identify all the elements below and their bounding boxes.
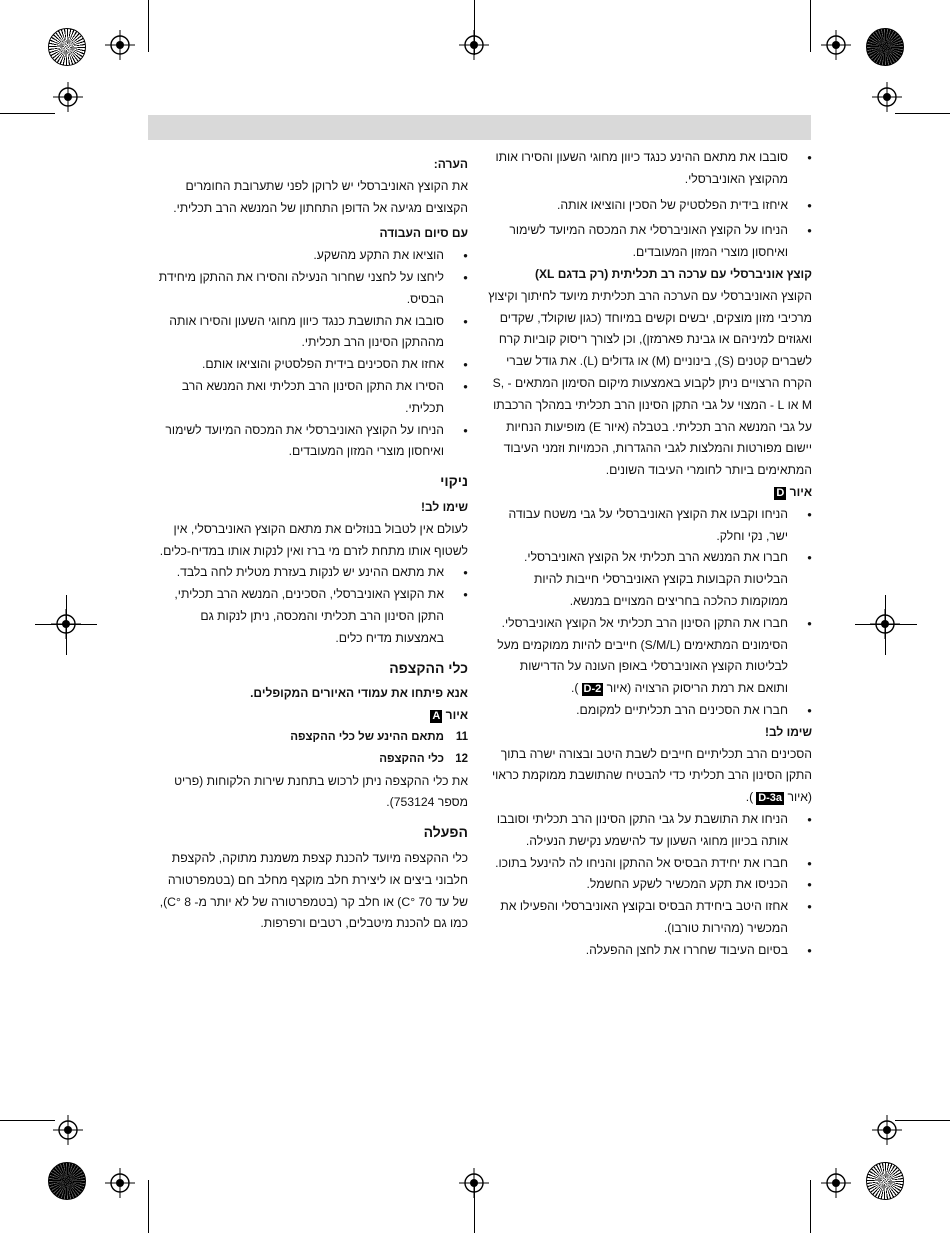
trim-line-left-upper	[0, 113, 55, 114]
registration-mark-icon	[53, 82, 83, 112]
operation-list	[488, 809, 812, 962]
list-item: ● הכניסו את תקע המכשיר לשקע החשמל.	[488, 874, 812, 896]
figure-ref-badge: D-3a	[758, 792, 783, 805]
trim-line-left-lower	[0, 1120, 55, 1121]
operation-title: הפעלה	[423, 824, 468, 841]
figure-label: איור	[789, 484, 812, 499]
assembly-list	[488, 504, 812, 722]
list-item-tail: ).	[571, 681, 579, 696]
operation-body: כלי ההקצפה מיועד להכנת קצפת משמנת מתוקה, להקצפת חלבוני ביצים או ליצירת חלב מוקצף מחלב חם (בטמפרטורה של עד 70 °C) או חלב קר (בטמפרטורה של לא יותר מ- 8 °C), כמו גם להכנת מיטבלים, רטבים ורפרפות.	[159, 850, 468, 931]
whip-figure-heading	[150, 705, 468, 727]
list-item: ● הניחו את התושבת על גבי התקן הסינון הרב תכליתי וסובבו אותה בכיוון מחוגי השעון עד להישמע נקישת הנעילה.	[488, 809, 812, 853]
whip-body: את כלי ההקצפה ניתן לרכוש בתחנת שירות הלקוחות (פריט מספר 753124).	[174, 773, 468, 810]
list-item: ● סובבו את התושבת כנגד כיוון מחוגי השעון והסירו אותה מההתקן הסינון הרב תכליתי.	[150, 311, 468, 355]
after-work-list	[150, 245, 468, 463]
figure-heading	[488, 482, 812, 504]
star-target-icon	[48, 1162, 86, 1200]
part-label: כלי ההקצפה	[379, 752, 444, 765]
trim-line-top-right	[810, 0, 811, 52]
parts-row	[150, 749, 468, 771]
list-item: ● הסירו את התקן הסינון הרב תכליתי ואת המנשא הרב תכליתי.	[150, 376, 468, 420]
registration-mark-icon	[51, 609, 81, 639]
list-item	[488, 613, 812, 700]
list-item-text: חברו את התקן הסינון הרב תכליתי אל הקוצץ האוניברסלי. הסימונים המתאימים (S/M/L) חייבים להיות ממוקמים מעל לבליטות הקוצץ האוניברסלי באופן העונה על הדרישות ותואם את רמת הריסוק הרצויה (איור	[497, 615, 788, 696]
list-item: ● הניחו וקבעו את הקוצץ האוניברסלי על גבי משטח עבודה ישר, נקי וחלק.	[488, 504, 812, 548]
disassembly-list	[488, 147, 812, 264]
star-target-icon	[866, 1162, 904, 1200]
left-column	[150, 154, 468, 935]
note-body: את הקוצץ האוניברסלי יש לרוקן לפני שתערובת החומרים הקצוצים מגיעה אל הדופן התחתון של המנשא הרב תכליתי.	[173, 178, 468, 215]
list-item: ● ליחצו על לחצני שחרור הנעילה והסירו את ההתקן מיחידת הבסיס.	[150, 267, 468, 311]
list-item: ● אחזו היטב ביחידת הבסיס ובקוצץ האוניברסלי והפעילו את המכשיר (מהירות טורבו).	[488, 896, 812, 940]
cleaning-title: ניקוי	[440, 473, 468, 490]
after-work-title: עם סיום העבודה	[379, 226, 468, 241]
star-target-icon	[48, 28, 86, 66]
trim-line-bottom-right	[810, 1180, 811, 1233]
registration-mark-icon	[872, 1115, 902, 1145]
whip-intro: אנא פיתחו את עמודי האיורים המקופלים.	[250, 686, 468, 701]
header-band	[148, 115, 811, 140]
registration-mark-icon	[870, 609, 900, 639]
registration-mark-icon	[821, 30, 851, 60]
attention-tail: ).	[745, 790, 754, 805]
attention-text: הסכינים הרב תכליתיים חייבים לשבת היטב ובצורה ישרה בתוך התקן הסינון הרב תכליתי כדי להבטיח שהתושבת ממוקמת כראוי (איור	[491, 746, 812, 805]
figure-label: איור	[445, 708, 468, 723]
part-number: 11	[455, 730, 468, 743]
list-item: ● את הקוצץ האוניברסלי, הסכינים, המנשא הרב תכליתי, התקן הסינון הרב תכליתי והמכסה, ניתן לנקות גם באמצעות מדיח כלים.	[150, 584, 468, 649]
list-item: ● חברו את הסכינים הרב תכליתיים למקומם.	[488, 700, 812, 722]
registration-mark-icon	[105, 1168, 135, 1198]
right-column	[488, 147, 812, 961]
registration-mark-icon	[821, 1168, 851, 1198]
part-number: 12	[455, 752, 468, 765]
registration-mark-icon	[53, 1115, 83, 1145]
figure-ref-badge: D-2	[583, 683, 602, 696]
trim-line-bottom-left	[148, 1180, 149, 1233]
trim-line-top-left	[148, 0, 149, 52]
figure-letter-badge: A	[432, 710, 441, 723]
cleaning-list	[150, 562, 468, 649]
registration-mark-icon	[105, 30, 135, 60]
list-item: ● הניחו על הקוצץ האוניברסלי את המכסה המיועד לשימור ואיחסון מוצרי המזון המעובדים.	[150, 420, 468, 464]
list-item: ● את מתאם ההינע יש לנקות בעזרת מטלית לחה בלבד.	[150, 562, 468, 584]
list-item: ● חברו את יחידת הבסיס אל ההתקן והניחו לה להינעל בתוכו.	[488, 853, 812, 875]
whip-title: כלי ההקצפה	[389, 659, 468, 676]
figure-letter-badge: D	[776, 486, 785, 499]
registration-mark-icon	[459, 30, 489, 60]
registration-mark-icon	[872, 82, 902, 112]
trim-line-right-lower	[895, 1120, 950, 1121]
registration-mark-icon	[459, 1168, 489, 1198]
list-item: ● הוציאו את התקע מהשקע.	[150, 245, 468, 267]
list-item: ● איחזו בידית הפלסטיק של הסכין והוציאו אותה.	[488, 195, 812, 217]
note-title: הערה:	[433, 157, 468, 171]
list-item: ● הניחו על הקוצץ האוניברסלי את המכסה המיועד לשימור ואיחסון מוצרי המזון המעובדים.	[488, 220, 812, 264]
list-item: ● בסיום העיבוד שחררו את לחצן ההפעלה.	[488, 940, 812, 962]
section-title: קוצץ אוניברסלי עם ערכה רב תכליתית (רק בדגם XL)	[535, 266, 812, 281]
cleaning-attention-title: שימו לב!	[420, 499, 468, 514]
list-item: ● חברו את המנשא הרב תכליתי אל הקוצץ האוניברסלי. הבליטות הקבועות בקוצץ האוניברסלי חייבות להיות ממוקמות כהלכה בחריצים המצויים במנשא.	[488, 547, 812, 612]
list-item: ● סובבו את מתאם ההינע כנגד כיוון מחוגי השעון והסירו אותו מהקוצץ האוניברסלי.	[488, 147, 812, 191]
attention-body	[488, 744, 812, 809]
parts-row	[150, 727, 468, 749]
trim-line-right-upper	[895, 113, 950, 114]
star-target-icon	[866, 28, 904, 66]
part-label: מתאם ההינע של כלי ההקצפה	[290, 730, 444, 743]
list-item: ● אחזו את הסכינים בידית הפלסטיק והוציאו אותם.	[150, 354, 468, 376]
cleaning-attention-body: לעולם אין לטבול בנוזלים את מתאם הקוצץ האוניברסלי, אין לשטוף אותו מתחת לזרם מי ברז ואין לנקות אותו במדיח-כלים.	[159, 521, 468, 558]
section-body: הקוצץ האוניברסלי עם הערכה הרב תכליתית מיועד לחיתוך וקיצוץ מרכיבי מזון מוצקים, יבשים וקשים במיוחד (כגון שוקולד, שקדים ואגוזים למיניהם או גבינת פארמזן), וכן לצורך ריסוק קוביות קרח לשברים קטנים (S), בינוניים (M) או גדולים (L). את גודל שברי הקרח הרצויים ניתן לקבוע באמצעות מיקום הסימון המתאים - S, M או L - המצוי על גבי התקן הסינון הרב תכליתי במהלך הרכבתו על גבי המנשא הרב תכליתי. בטבלה (איור E) מופיעות הנחיות יישום מפורטות והמלצות לגבי ההגדרות, הכמויות וזמני העיבוד המתאימים ביותר לחומרי העיבוד השונים.	[488, 288, 812, 478]
attention-title: שימו לב!	[764, 724, 812, 739]
